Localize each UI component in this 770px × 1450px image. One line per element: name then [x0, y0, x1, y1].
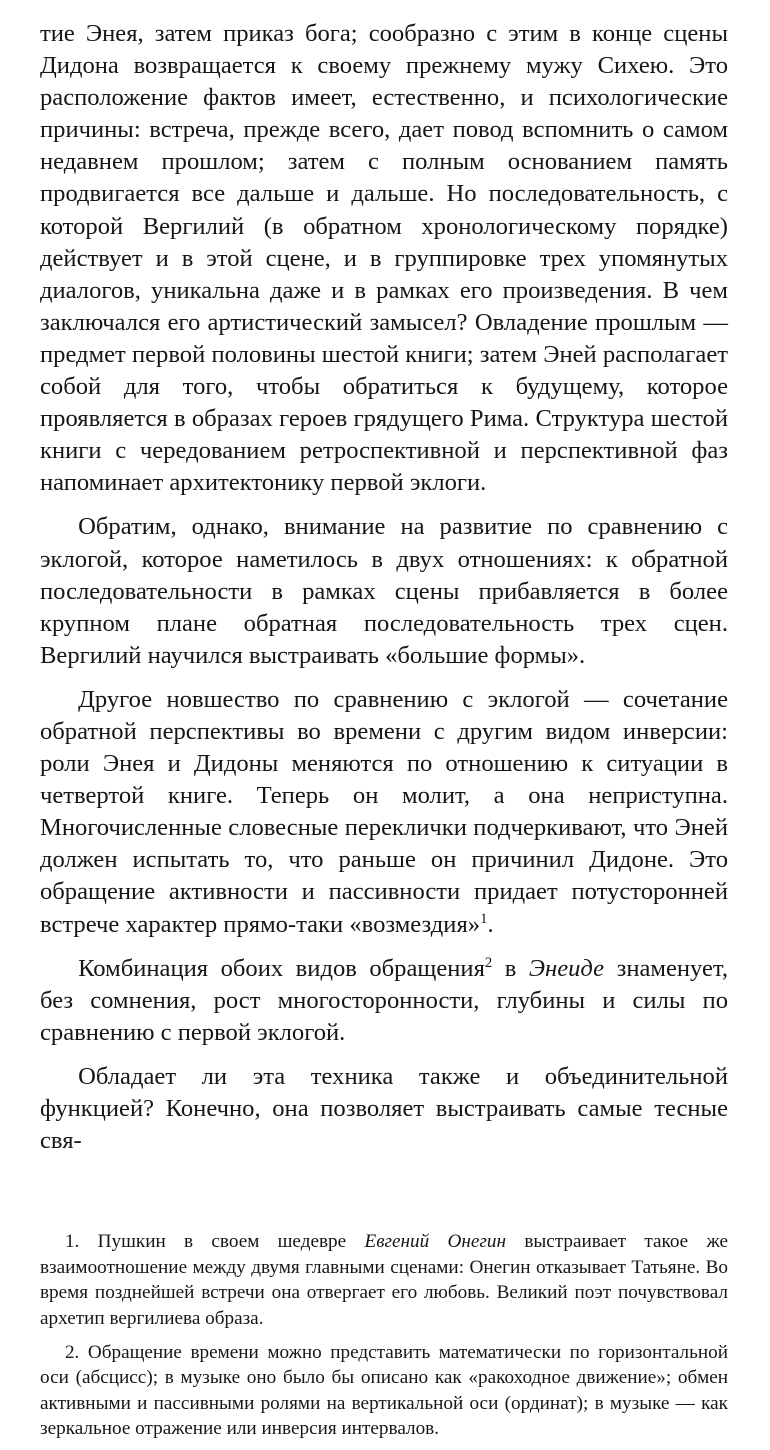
footnote-2: [40, 1340, 728, 1442]
paragraph-4-text-c: знаменует, без сомнения, рост многосторонности, глубины и силы по сравнению с первой эклогой.: [40, 954, 728, 1046]
paragraph-4-text-a: Комбинация обоих видов обращения: [78, 954, 485, 982]
paragraph-5: [40, 1061, 728, 1157]
paragraph-4: [40, 953, 728, 1049]
main-text: [40, 18, 728, 1157]
footnotes: [40, 1229, 728, 1442]
paragraph-5-text: Обладает ли эта техника также и объединительной функцией? Конечно, она позволяет выстраивать самые тесные свя-: [40, 1062, 728, 1155]
footnote-1-text-a: 1. Пушкин в своем шедевре: [64, 1231, 365, 1253]
paragraph-2: [40, 511, 728, 671]
footnote-1-text-b: выстраивает такое же взаимоотношение между двумя главными сценами: Онегин отказывает Татьяне. Во время позднейшей встречи она отвергает его любовь. Великий поэт почувствовал архетип вергилиева образа.: [40, 1231, 729, 1329]
paragraph-3-end: .: [487, 910, 494, 938]
footnote-ref-2[interactable]: 2: [484, 954, 493, 971]
paragraph-1-text: тие Энея, затем приказ бога; сообразно с этим в конце сцены Дидона возвращается к своему прежнему мужу Сихею. Это расположение фактов имеет, естественно, и психологические причины: встреча, прежде всего, дает повод вспомнить о самом недавнем прошлом; затем с полным основанием память продвигается все дальше и дальше. Но последовательность, с которой Вергилий (в обратном хронологическому порядке) действует и в этой сцене, и в группировке трех упомянутых диалогов, уникальна даже и в рамках его произведения. В чем заключался его артистический замысел? Овладение прошлым — предмет первой половины шестой книги; затем Эней располагает собой для того, чтобы обратиться к будущему, которое проявляется в образах героев грядущего Рима. Структура шестой книги с чередованием ретроспективной и перспективной фаз напоминает архитектонику первой эклоги.: [40, 20, 728, 497]
footnote-1-italic-title: Евгений Онегин: [364, 1231, 507, 1253]
paragraph-3-text: Другое новшество по сравнению с эклогой — сочетание обратной перспективы во времени с другим видом инверсии: роли Энея и Дидоны меняются по отношению к ситуации в четвертой книге. Теперь он молит, а она неприступна. Многочисленные словесные переклички подчеркивают, что Эней должен испытать то, что раньше он причинил Дидоне. Это обращение активности и пассивности придает потусторонней встрече характер прямо-таки «возмездия»: [40, 685, 728, 938]
paragraph-3: [40, 684, 728, 941]
book-page: [40, 18, 728, 1450]
paragraph-4-text-b: в: [492, 954, 529, 982]
paragraph-2-text: Обратим, однако, внимание на развитие по сравнению с эклогой, которое наметилось в двух отношениях: к обратной последовательности в рамках сцены прибавляется в более крупном плане обратная последовательность трех сцен. Вергилий научился выстраивать «большие формы».: [40, 513, 728, 669]
paragraph-4-italic-title: Энеиде: [528, 954, 605, 982]
footnote-ref-1[interactable]: 1: [480, 910, 488, 927]
paragraph-1: [40, 18, 728, 499]
footnote-1: [40, 1229, 728, 1331]
footnote-2-text: 2. Обращение времени можно представить математически по горизонтальной оси (абсцисс); в музыке оно было бы описано как «ракоходное движение»; обмен активными и пассивными ролями на вертикальной оси (ординат); в музыке — как зеркальное отражение или инверсия интервалов.: [40, 1341, 728, 1440]
